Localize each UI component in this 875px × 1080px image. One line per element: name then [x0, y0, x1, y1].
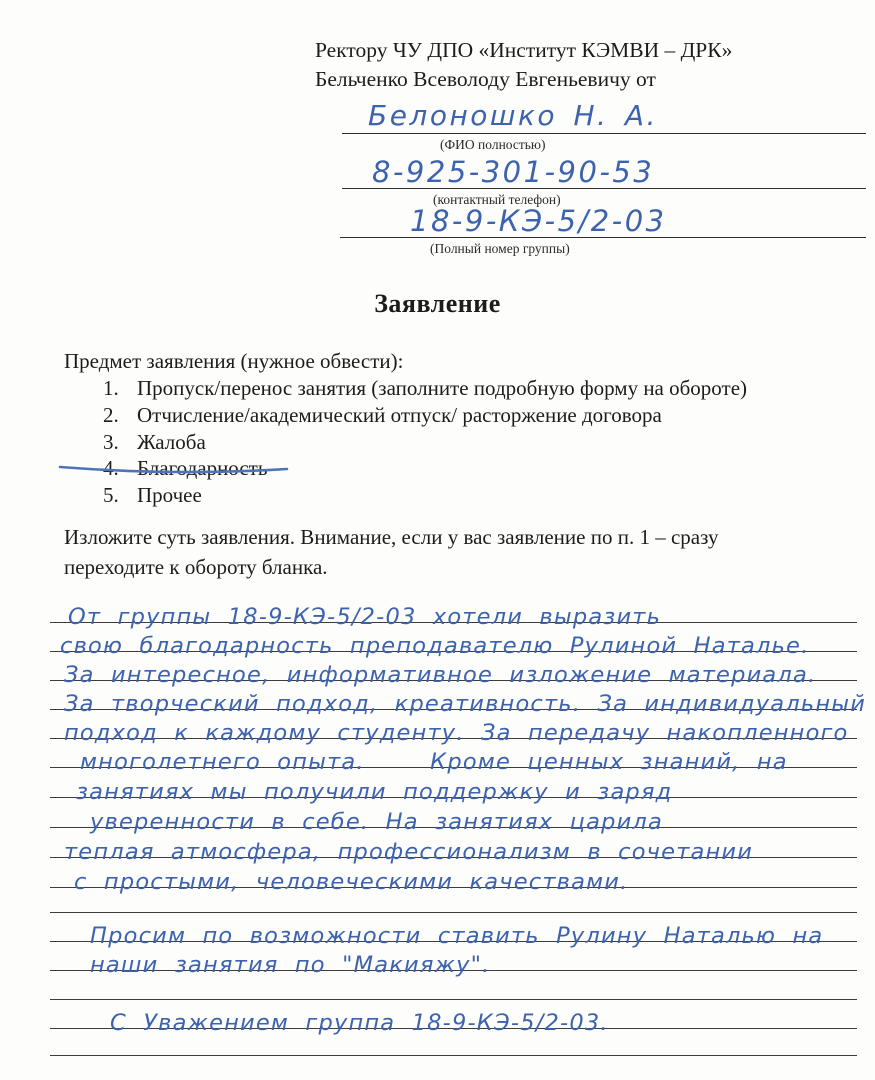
- subject-options-list: [103, 376, 747, 510]
- name-field-rule-line: [342, 133, 866, 134]
- writing-line-9: [50, 827, 857, 865]
- option-number: 3.: [103, 429, 119, 454]
- writing-line-16: [50, 1025, 857, 1056]
- option-number: 4.: [103, 456, 119, 481]
- name-field-label: (ФИО полностью): [440, 137, 546, 152]
- writing-line-7: [50, 767, 857, 805]
- handwritten-text: За творческий подход, креативность. За индивидуальный: [64, 691, 867, 717]
- handwritten-text: подход к каждому студенту. За передачу накопленного: [64, 720, 849, 746]
- option-number: 1.: [103, 376, 119, 400]
- option-label: Пропуск/перенос занятия (заполните подробную форму на обороте): [137, 376, 748, 400]
- subject-option-2: [103, 403, 747, 430]
- addressee-line-1: Ректору ЧУ ДПО «Институт КЭМВИ – ДРК»: [315, 38, 733, 62]
- option-label: Отчисление/академический отпуск/ расторжение договора: [137, 402, 662, 427]
- instruction-text: Изложите суть заявления. Внимание, если у вас заявление по п. 1 – сразу переходите к обороту бланка.: [64, 525, 719, 579]
- subject-prompt: Предмет заявления (нужное обвести):: [64, 349, 404, 373]
- handwritten-text: с простыми, человеческими качествами.: [74, 869, 629, 895]
- handwritten-text: За интересное, информативное изложение материала.: [64, 662, 817, 688]
- writing-line-3: [50, 650, 857, 688]
- pen-underline-mark: [58, 463, 290, 477]
- subject-option-5: [103, 483, 747, 510]
- handwritten-text: уверенности в себе. На занятиях царила: [90, 809, 663, 835]
- addressee-block: [315, 36, 732, 94]
- applicant-name-handwritten: Белоношко Н. А.: [368, 99, 658, 132]
- addressee-line-2: Бельченко Всеволоду Евгеньевичу от: [315, 67, 656, 91]
- handwritten-text: свою благодарность преподавателю Рулиной Наталье.: [60, 633, 810, 659]
- writing-line-4: [50, 679, 867, 717]
- document-title: Заявление: [374, 289, 501, 318]
- phone-field-rule-line: [342, 188, 866, 189]
- option-label: Прочее: [137, 483, 202, 508]
- writing-line-1: [50, 592, 857, 630]
- subject-option-3: [103, 430, 747, 457]
- group-number-handwritten: 18-9-КЭ-5/2-03: [410, 204, 667, 238]
- handwritten-text: Просим по возможности ставить Рулину Наталью на: [90, 923, 824, 949]
- handwritten-text: С Уважением группа 18-9-КЭ-5/2-03.: [110, 1010, 609, 1036]
- option-label: Благодарность: [137, 456, 268, 481]
- group-field-label: (Полный номер группы): [430, 241, 570, 256]
- writing-line-13: [50, 940, 857, 978]
- option-number: 5.: [103, 483, 119, 508]
- handwritten-text: занятиях мы получили поддержку и заряд: [76, 779, 673, 805]
- contact-phone-handwritten: 8-925-301-90-53: [372, 155, 655, 189]
- writing-line-5: [50, 708, 857, 746]
- writing-line-14: [50, 969, 857, 1000]
- writing-line-2: [50, 621, 857, 659]
- subject-option-1: [103, 376, 747, 403]
- handwritten-text: многолетнего опыта. Кроме ценных знаний, на: [80, 749, 788, 775]
- group-field-rule-line: [340, 237, 866, 238]
- phone-field-label: (контактный телефон): [433, 192, 561, 207]
- writing-line-6: [50, 737, 857, 775]
- writing-line-8: [50, 797, 857, 835]
- writing-line-11: [50, 882, 857, 913]
- option-number: 2.: [103, 402, 119, 427]
- option-label: Жалоба: [137, 429, 206, 454]
- writing-line-12: [50, 911, 857, 949]
- handwritten-text: наши занятия по "Макияжу".: [90, 952, 491, 978]
- handwritten-text: От группы 18-9-КЭ-5/2-03 хотели выразить: [68, 604, 662, 630]
- handwritten-text: теплая атмосфера, профессионализм в сочетании: [64, 839, 754, 865]
